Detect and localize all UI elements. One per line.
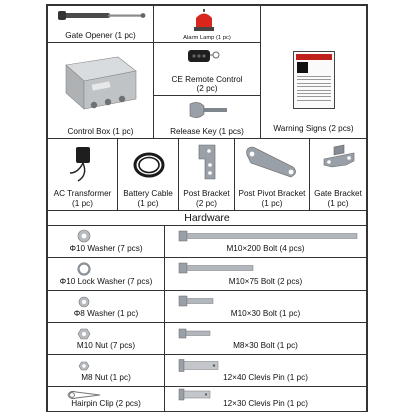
warning-pictogram-icon bbox=[297, 62, 308, 73]
post-bracket-icon bbox=[179, 139, 235, 187]
packing-list-sheet bbox=[46, 4, 368, 412]
battery-cable-label-line2: (1 pc) bbox=[137, 199, 159, 208]
gate-opener-label: Gate Opener (1 pc) bbox=[65, 31, 136, 40]
cell-release-key bbox=[153, 95, 261, 139]
hw-left-1 bbox=[47, 257, 165, 291]
hardware-header bbox=[47, 210, 367, 226]
post-pivot-bracket-label-line2: (1 pc) bbox=[261, 199, 283, 208]
cell-warning-signs bbox=[260, 5, 367, 139]
hw-right-3 bbox=[164, 322, 367, 355]
remote-control-icon bbox=[154, 43, 261, 73]
hardware-right-label-3: M8×30 Bolt (1 pc) bbox=[233, 341, 298, 350]
hw-right-4 bbox=[164, 354, 367, 387]
post-bracket-label-line2: (2 pc) bbox=[196, 199, 217, 208]
gate-bracket-icon bbox=[310, 139, 367, 187]
hw-right-0 bbox=[164, 225, 367, 258]
hardware-left-label-2: Φ8 Washer (1 pc) bbox=[73, 309, 139, 318]
gate-bracket-label-line2: (1 pc) bbox=[327, 199, 349, 208]
hw-left-4 bbox=[47, 354, 165, 387]
hardware-right-label-5: 12×30 Clevis Pin (1 pc) bbox=[223, 399, 308, 408]
warning-sign-banner bbox=[296, 54, 332, 60]
battery-cable-label-line1: Battery Cable bbox=[123, 189, 173, 198]
hardware-right-label-4: 12×40 Clevis Pin (1 pc) bbox=[223, 373, 308, 382]
control-box-illustration bbox=[48, 43, 154, 123]
release-key-label: Release Key (1 pcs) bbox=[170, 127, 244, 136]
post-bracket-label-line1: Post Bracket bbox=[183, 189, 230, 198]
hw-right-5 bbox=[164, 386, 367, 412]
gate-opener-illustration bbox=[48, 6, 154, 30]
hw-left-0 bbox=[47, 225, 165, 258]
cell-control-box bbox=[47, 42, 154, 139]
hardware-left-label-4: M8 Nut (1 pc) bbox=[81, 373, 131, 382]
hardware-right-label-0: M10×200 Bolt (4 pcs) bbox=[226, 244, 305, 253]
release-key-icon bbox=[154, 96, 261, 126]
ac-transformer-label-line1: AC Transformer bbox=[53, 189, 112, 198]
hardware-right-label-2: M10×30 Bolt (1 pc) bbox=[230, 309, 301, 318]
warning-sign-image bbox=[293, 51, 335, 109]
remote-control-label-line2: (2 pc) bbox=[196, 84, 218, 93]
warning-sign-text-lines bbox=[297, 76, 331, 103]
hw-left-2 bbox=[47, 290, 165, 323]
hardware-left-label-0: Φ10 Washer (7 pcs) bbox=[69, 244, 143, 253]
cell-alarm-lamp bbox=[153, 5, 261, 43]
control-box-label: Control Box (1 pc) bbox=[67, 127, 134, 136]
cell-post-bracket bbox=[178, 138, 235, 211]
hardware-left-label-1: Φ10 Lock Washer (7 pcs) bbox=[59, 277, 153, 286]
remote-control-label-line1: CE Remote Control bbox=[171, 75, 243, 84]
cell-ac-transformer bbox=[47, 138, 118, 211]
cell-post-pivot-bracket bbox=[234, 138, 310, 211]
hw-left-5 bbox=[47, 386, 165, 412]
ac-transformer-icon bbox=[48, 139, 118, 187]
post-pivot-bracket-icon bbox=[235, 139, 310, 187]
hardware-left-label-5: Hairpin Clip (2 pcs) bbox=[71, 399, 141, 408]
battery-cable-icon bbox=[118, 139, 179, 187]
ac-transformer-label-line2: (1 pc) bbox=[72, 199, 93, 208]
hw-left-3 bbox=[47, 322, 165, 355]
gate-bracket-label-line1: Gate Bracket bbox=[314, 189, 362, 198]
cell-gate-opener bbox=[47, 5, 154, 43]
hw-right-1 bbox=[164, 257, 367, 291]
alarm-lamp-label: Alarm Lamp (1 pc) bbox=[183, 35, 231, 41]
hardware-right-label-1: M10×75 Bolt (2 pcs) bbox=[228, 277, 303, 286]
cell-battery-cable bbox=[117, 138, 179, 211]
cell-gate-bracket bbox=[309, 138, 367, 211]
alarm-lamp-icon bbox=[154, 6, 261, 34]
hardware-left-label-3: M10 Nut (7 pcs) bbox=[76, 341, 136, 350]
post-pivot-bracket-label-line1: Post Pivot Bracket bbox=[238, 189, 306, 198]
hardware-title: Hardware bbox=[184, 212, 230, 224]
cell-remote-control bbox=[153, 42, 261, 96]
hw-right-2 bbox=[164, 290, 367, 323]
warning-signs-label: Warning Signs (2 pcs) bbox=[273, 124, 354, 133]
